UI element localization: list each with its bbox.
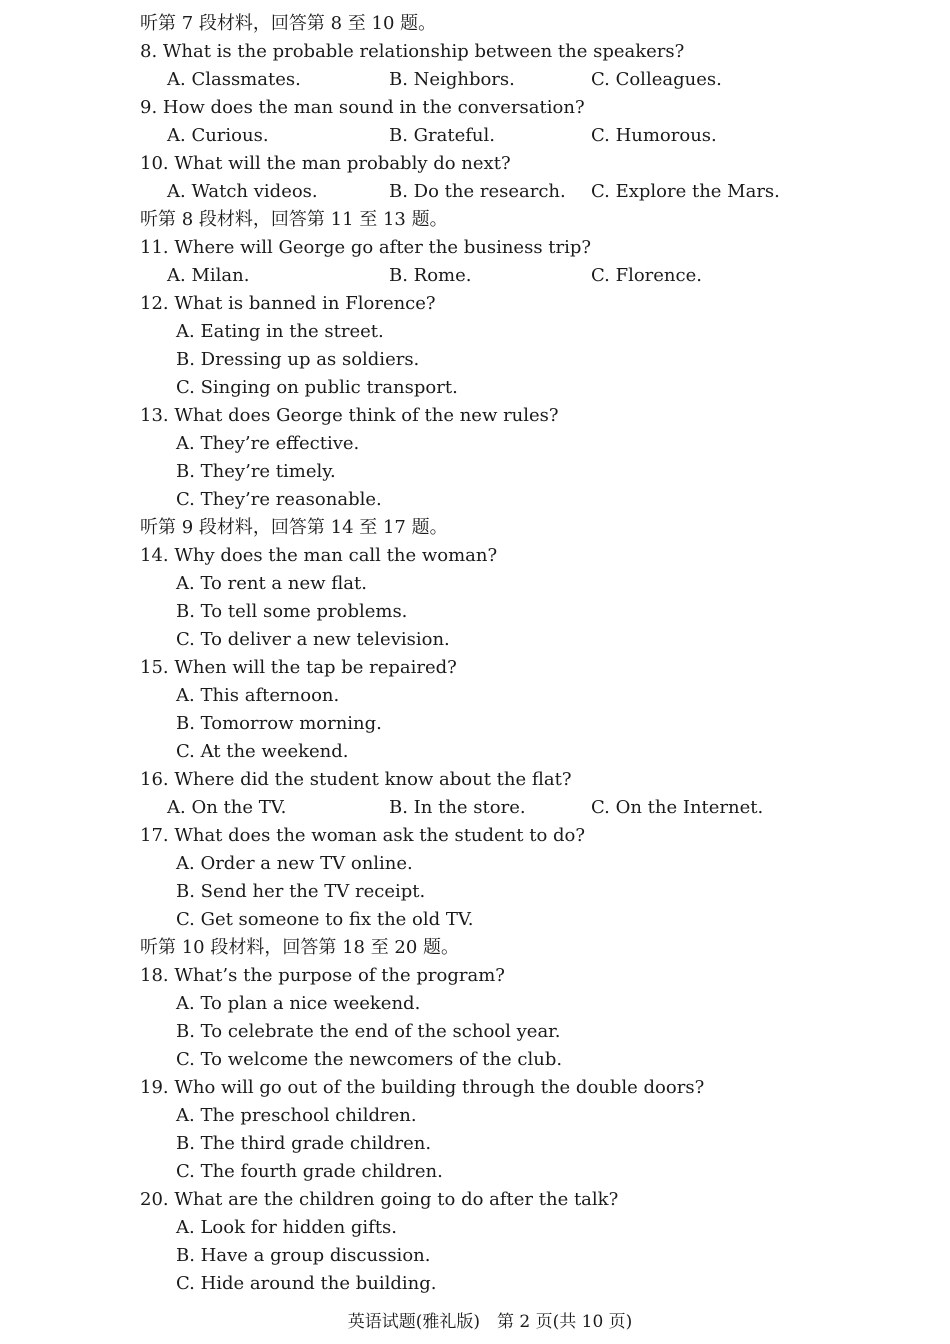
question-8-stem: 8. What is the probable relationship between the speakers?	[140, 41, 685, 62]
question-20-option-c: C. Hide around the building.	[176, 1273, 437, 1294]
question-17-option-b: B. Send her the TV receipt.	[176, 881, 426, 902]
question-10-stem: 10. What will the man probably do next?	[140, 153, 511, 174]
question-12-option-a: A. Eating in the street.	[176, 321, 384, 342]
question-14-option-c: C. To deliver a new television.	[176, 629, 450, 650]
question-14-stem: 14. Why does the man call the woman?	[140, 545, 498, 566]
question-18-stem: 18. What’s the purpose of the program?	[140, 965, 505, 986]
page-footer: 英语试题(雅礼版) 第 2 页(共 10 页)	[347, 1312, 633, 1332]
section-heading-9: 听第 9 段材料，回答第 14 至 17 题。	[140, 517, 448, 538]
question-18-option-c: C. To welcome the newcomers of the club.	[176, 1049, 563, 1070]
question-11-option-b: B. Rome.	[389, 265, 472, 286]
question-9-stem: 9. How does the man sound in the conversation?	[140, 97, 585, 118]
question-10-option-b: B. Do the research.	[389, 181, 566, 202]
question-16-option-c: C. On the Internet.	[591, 797, 764, 818]
question-15-option-b: B. Tomorrow morning.	[176, 713, 382, 734]
question-15-option-a: A. This afternoon.	[176, 685, 340, 706]
question-13-option-c: C. They’re reasonable.	[176, 489, 382, 510]
question-9-option-b: B. Grateful.	[389, 125, 496, 146]
question-19-stem: 19. Who will go out of the building through the double doors?	[140, 1077, 705, 1098]
question-16-options	[0, 794, 950, 822]
question-20-option-a: A. Look for hidden gifts.	[176, 1217, 398, 1238]
question-11-options	[0, 262, 950, 290]
question-13-stem: 13. What does George think of the new rules?	[140, 405, 559, 426]
question-8-option-b: B. Neighbors.	[389, 69, 515, 90]
question-8-options	[0, 66, 950, 94]
question-16-option-b: B. In the store.	[389, 797, 526, 818]
question-9-option-c: C. Humorous.	[591, 125, 717, 146]
question-11-option-c: C. Florence.	[591, 265, 702, 286]
question-15-option-c: C. At the weekend.	[176, 741, 349, 762]
question-12-stem: 12. What is banned in Florence?	[140, 293, 436, 314]
question-16-stem: 16. Where did the student know about the flat?	[140, 769, 572, 790]
question-8-option-c: C. Colleagues.	[591, 69, 722, 90]
question-11-stem: 11. Where will George go after the business trip?	[140, 237, 592, 258]
question-19-option-c: C. The fourth grade children.	[176, 1161, 443, 1182]
question-18-option-a: A. To plan a nice weekend.	[176, 993, 421, 1014]
question-17-stem: 17. What does the woman ask the student to do?	[140, 825, 586, 846]
question-19-option-b: B. The third grade children.	[176, 1133, 432, 1154]
question-12-option-c: C. Singing on public transport.	[176, 377, 458, 398]
question-12-option-b: B. Dressing up as soldiers.	[176, 349, 420, 370]
question-18-option-b: B. To celebrate the end of the school year.	[176, 1021, 561, 1042]
question-13-option-b: B. They’re timely.	[176, 461, 336, 482]
section-heading-10: 听第 10 段材料，回答第 18 至 20 题。	[140, 937, 460, 958]
question-19-option-a: A. The preschool children.	[176, 1105, 417, 1126]
question-9-option-a: A. Curious.	[167, 125, 269, 146]
question-10-option-a: A. Watch videos.	[167, 181, 318, 202]
question-17-option-a: A. Order a new TV online.	[176, 853, 413, 874]
question-16-option-a: A. On the TV.	[167, 797, 287, 818]
section-heading-8: 听第 8 段材料，回答第 11 至 13 题。	[140, 209, 448, 230]
question-14-option-a: A. To rent a new flat.	[176, 573, 367, 594]
question-11-option-a: A. Milan.	[167, 265, 250, 286]
section-heading-7: 听第 7 段材料，回答第 8 至 10 题。	[140, 13, 437, 34]
question-10-option-c: C. Explore the Mars.	[591, 181, 780, 202]
question-9-options	[0, 122, 950, 150]
question-20-stem: 20. What are the children going to do after the talk?	[140, 1189, 619, 1210]
question-10-options	[0, 178, 950, 206]
question-13-option-a: A. They’re effective.	[176, 433, 360, 454]
question-15-stem: 15. When will the tap be repaired?	[140, 657, 457, 678]
question-8-option-a: A. Classmates.	[167, 69, 301, 90]
question-14-option-b: B. To tell some problems.	[176, 601, 408, 622]
question-20-option-b: B. Have a group discussion.	[176, 1245, 431, 1266]
question-17-option-c: C. Get someone to fix the old TV.	[176, 909, 474, 930]
